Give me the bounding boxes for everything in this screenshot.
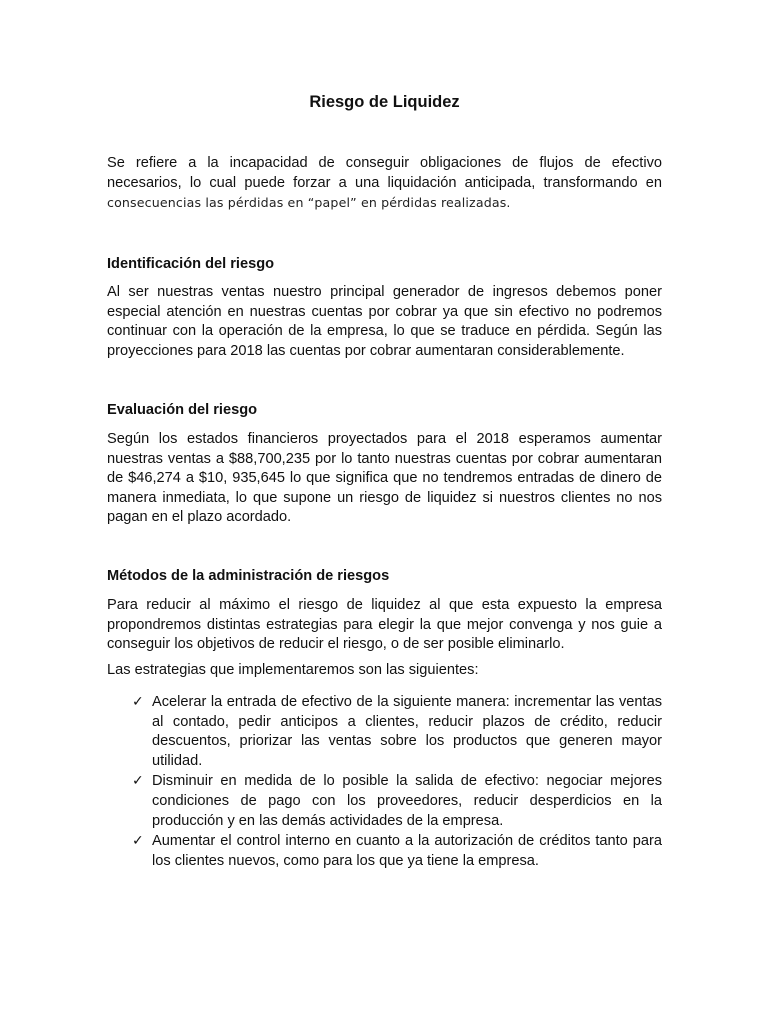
intro-paragraph <box>107 154 662 214</box>
section-heading-identificacion: Identificación del riesgo <box>107 256 275 272</box>
intro-text: Se refiere a la incapacidad de conseguir obligaciones de flujos de efectivo necesarios, lo cual puede forzar a una liquidación anticipada, transformando en <box>107 155 662 191</box>
strategy-text: Aumentar el control interno en cuanto a la autorización de créditos tanto para los clientes nuevos, como para los que ya tiene la empresa. <box>152 833 662 869</box>
section-heading-metodos: Métodos de la administración de riesgos <box>107 568 390 584</box>
check-icon: ✓ <box>132 694 144 710</box>
strategy-text: Disminuir en medida de lo posible la salida de efectivo: negociar mejores condiciones de pago con los proveedores, reducir desperdicios en la producción y en las demás actividades de la empresa. <box>152 773 662 829</box>
strategy-text: Acelerar la entrada de efectivo de la siguiente manera: incrementar las ventas al contado, pedir anticipos a clientes, reducir plazos de crédito, reducir descuentos, priorizar las ventas sobre los productos que generen mayor utilidad. <box>152 694 662 769</box>
document-title: Riesgo de Liquidez <box>309 93 460 111</box>
section-paragraph-identificacion: Al ser nuestras ventas nuestro principal generador de ingresos debemos poner especial atención en nuestras cuentas por cobrar ya que sin efectivo no podremos continuar con la operación de la empresa, lo que se traduce en pérdida. Según las proyecciones para 2018 las cuentas por cobrar aumentaran considerablemente. <box>107 284 662 359</box>
check-icon: ✓ <box>132 833 144 850</box>
section-heading-evaluacion: Evaluación del riesgo <box>107 402 258 418</box>
section-paragraph-evaluacion: Según los estados financieros proyectados para el 2018 esperamos aumentar nuestras ventas a $88,700,235 por lo tanto nuestras cuentas por cobrar aumentaran de $46,274 a $10, 935,645 lo que significa que no tendremos entradas de dinero de manera inmediata, lo que supone un riesgo de liquidez si nuestros clientes no nos pagan en el plazo acordado. <box>107 431 662 526</box>
check-icon: ✓ <box>132 773 144 790</box>
list-item <box>107 832 662 871</box>
strategies-list <box>107 693 662 872</box>
list-item <box>107 772 662 831</box>
list-item <box>107 693 662 771</box>
section-paragraph-metodos: Para reducir al máximo el riesgo de liquidez al que esta expuesto la empresa propondremos distintas estrategias para elegir la que mejor convenga y nos guie a conseguir los objetivos de reducir el riesgo, o de ser posible eliminarlo. <box>107 597 662 653</box>
intro-text-continued: consecuencias las pérdidas en “papel” en pérdidas realizadas. <box>107 195 511 211</box>
strategies-intro: Las estrategias que implementaremos son las siguientes: <box>107 662 479 678</box>
